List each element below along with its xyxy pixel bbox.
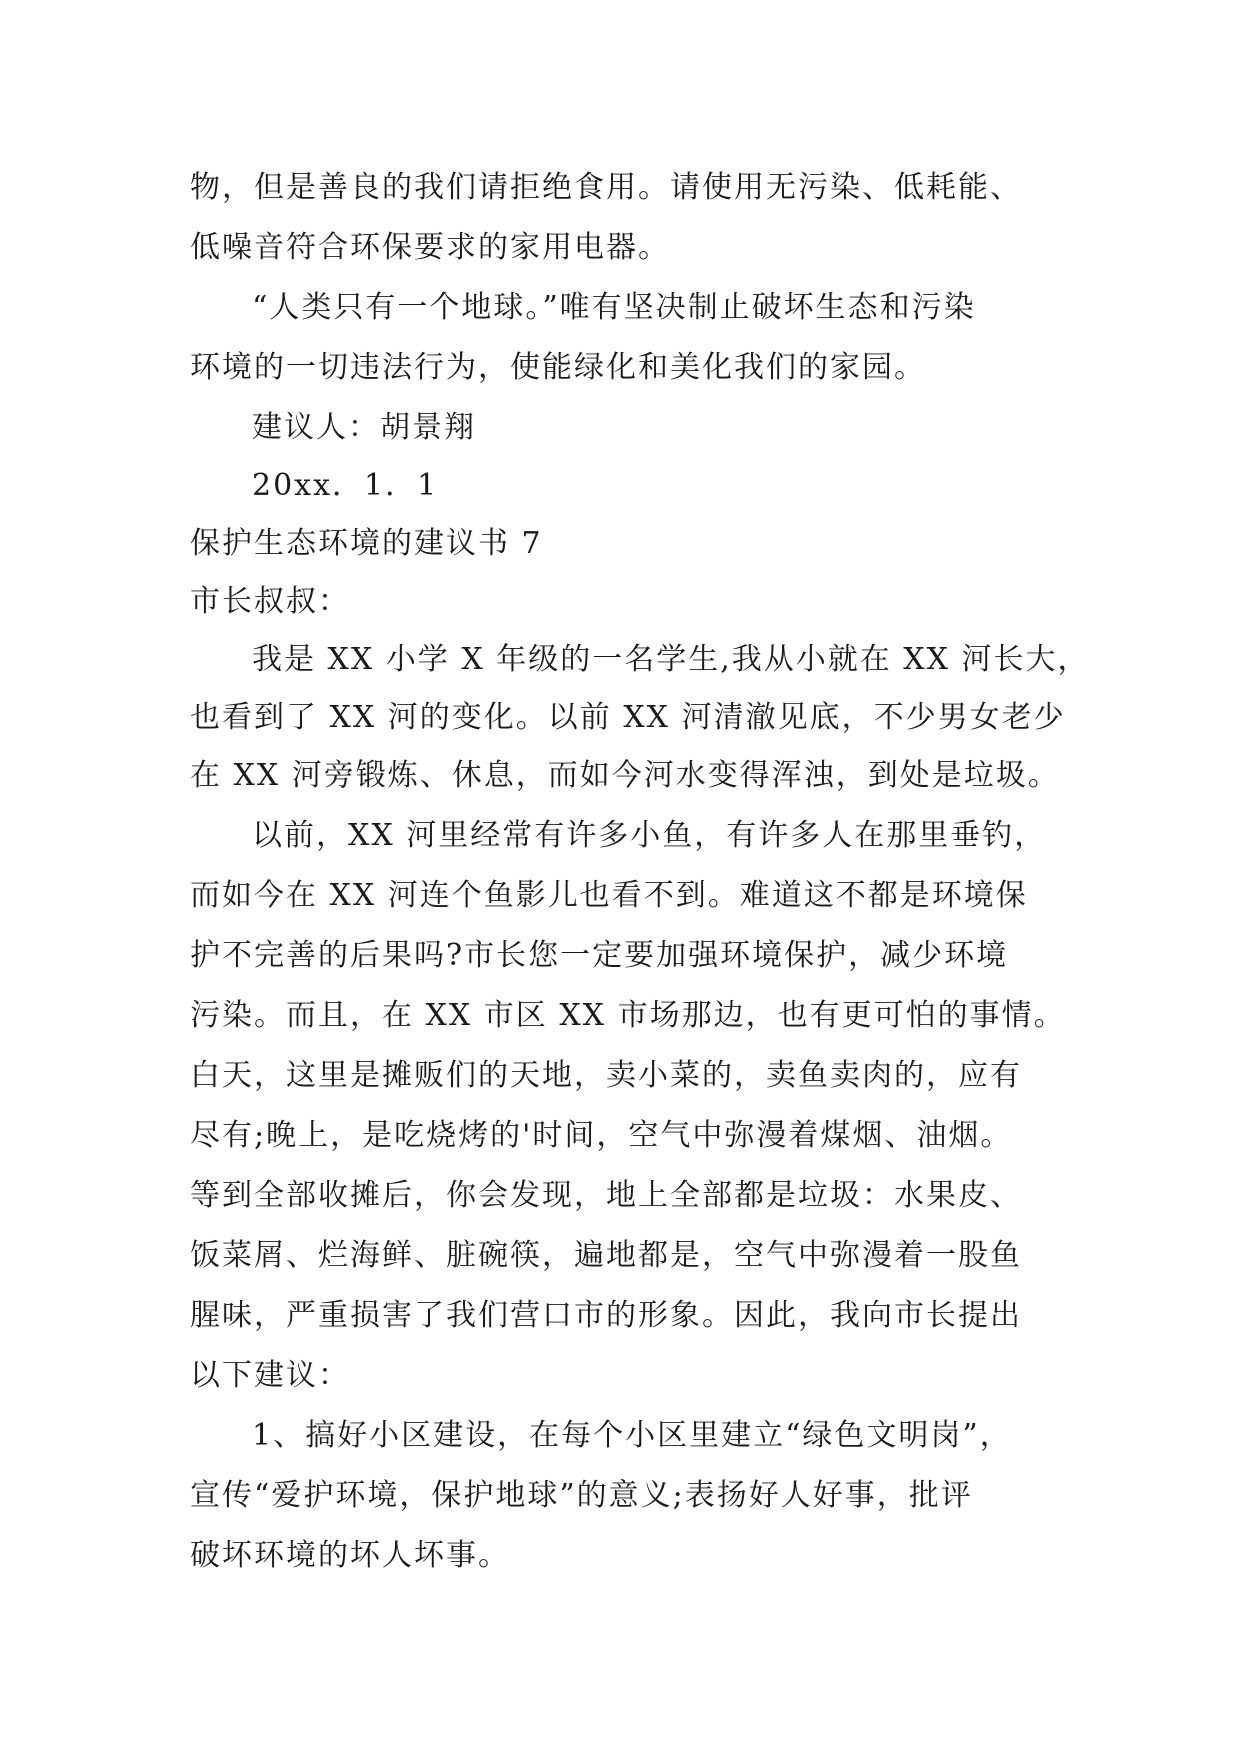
text-line: 等到全部收摊后，你会发现，地上全部都是垃圾：水果皮、	[190, 1178, 1022, 1213]
salutation: 市长叔叔：	[190, 584, 350, 619]
text-line: 以前，XX 河里经常有许多小鱼，有许多人在那里垂钓，	[252, 818, 1047, 853]
text-line: 环境的一切违法行为，使能绿化和美化我们的家园。	[190, 350, 926, 385]
text-line: 我是 XX 小学 X 年级的一名学生,我从小就在 XX 河长大，	[252, 642, 1090, 677]
text-line: 而如今在 XX 河连个鱼影儿也看不到。难道这不都是环境保	[190, 878, 1028, 913]
text-line: 护不完善的后果吗?市长您一定要加强环境保护，减少环境	[190, 938, 1009, 973]
text-line: 宣传“爱护环境，保护地球”的意义;表扬好人好事，批评	[190, 1478, 973, 1513]
text-line: 以下建议：	[190, 1358, 350, 1393]
text-line: “人类只有一个地球。”唯有坚决制止破坏生态和污染	[252, 290, 976, 325]
text-line: 尽有;晚上，是吃烧烤的'时间，空气中弥漫着煤烟、油烟。	[190, 1118, 1013, 1153]
text-line: 饭菜屑、烂海鲜、脏碗筷，遍地都是，空气中弥漫着一股鱼	[190, 1238, 1022, 1273]
text-line: 腥味，严重损害了我们营口市的形象。因此，我向市长提出	[190, 1298, 1022, 1333]
section-title: 保护生态环境的建议书 7	[190, 526, 543, 561]
text-line: 1、搞好小区建设，在每个小区里建立“绿色文明岗”，	[252, 1418, 1012, 1453]
text-line: 污染。而且，在 XX 市区 XX 市场那边，也有更可怕的事情。	[190, 998, 1066, 1033]
text-line: 物，但是善良的我们请拒绝食用。请使用无污染、低耗能、	[190, 170, 1022, 205]
text-line: 破坏环境的坏人坏事。	[190, 1538, 510, 1573]
date-line: 20xx．1．1	[252, 468, 439, 503]
text-line: 低噪音符合环保要求的家用电器。	[190, 230, 670, 265]
text-line: 在 XX 河旁锻炼、休息，而如今河水变得浑浊，到处是垃圾。	[190, 758, 1060, 793]
text-line: 也看到了 XX 河的变化。以前 XX 河清澈见底，不少男女老少	[190, 700, 1066, 735]
signature-line: 建议人：胡景翔	[252, 410, 476, 445]
text-line: 白天，这里是摊贩们的天地，卖小菜的，卖鱼卖肉的，应有	[190, 1058, 1022, 1093]
